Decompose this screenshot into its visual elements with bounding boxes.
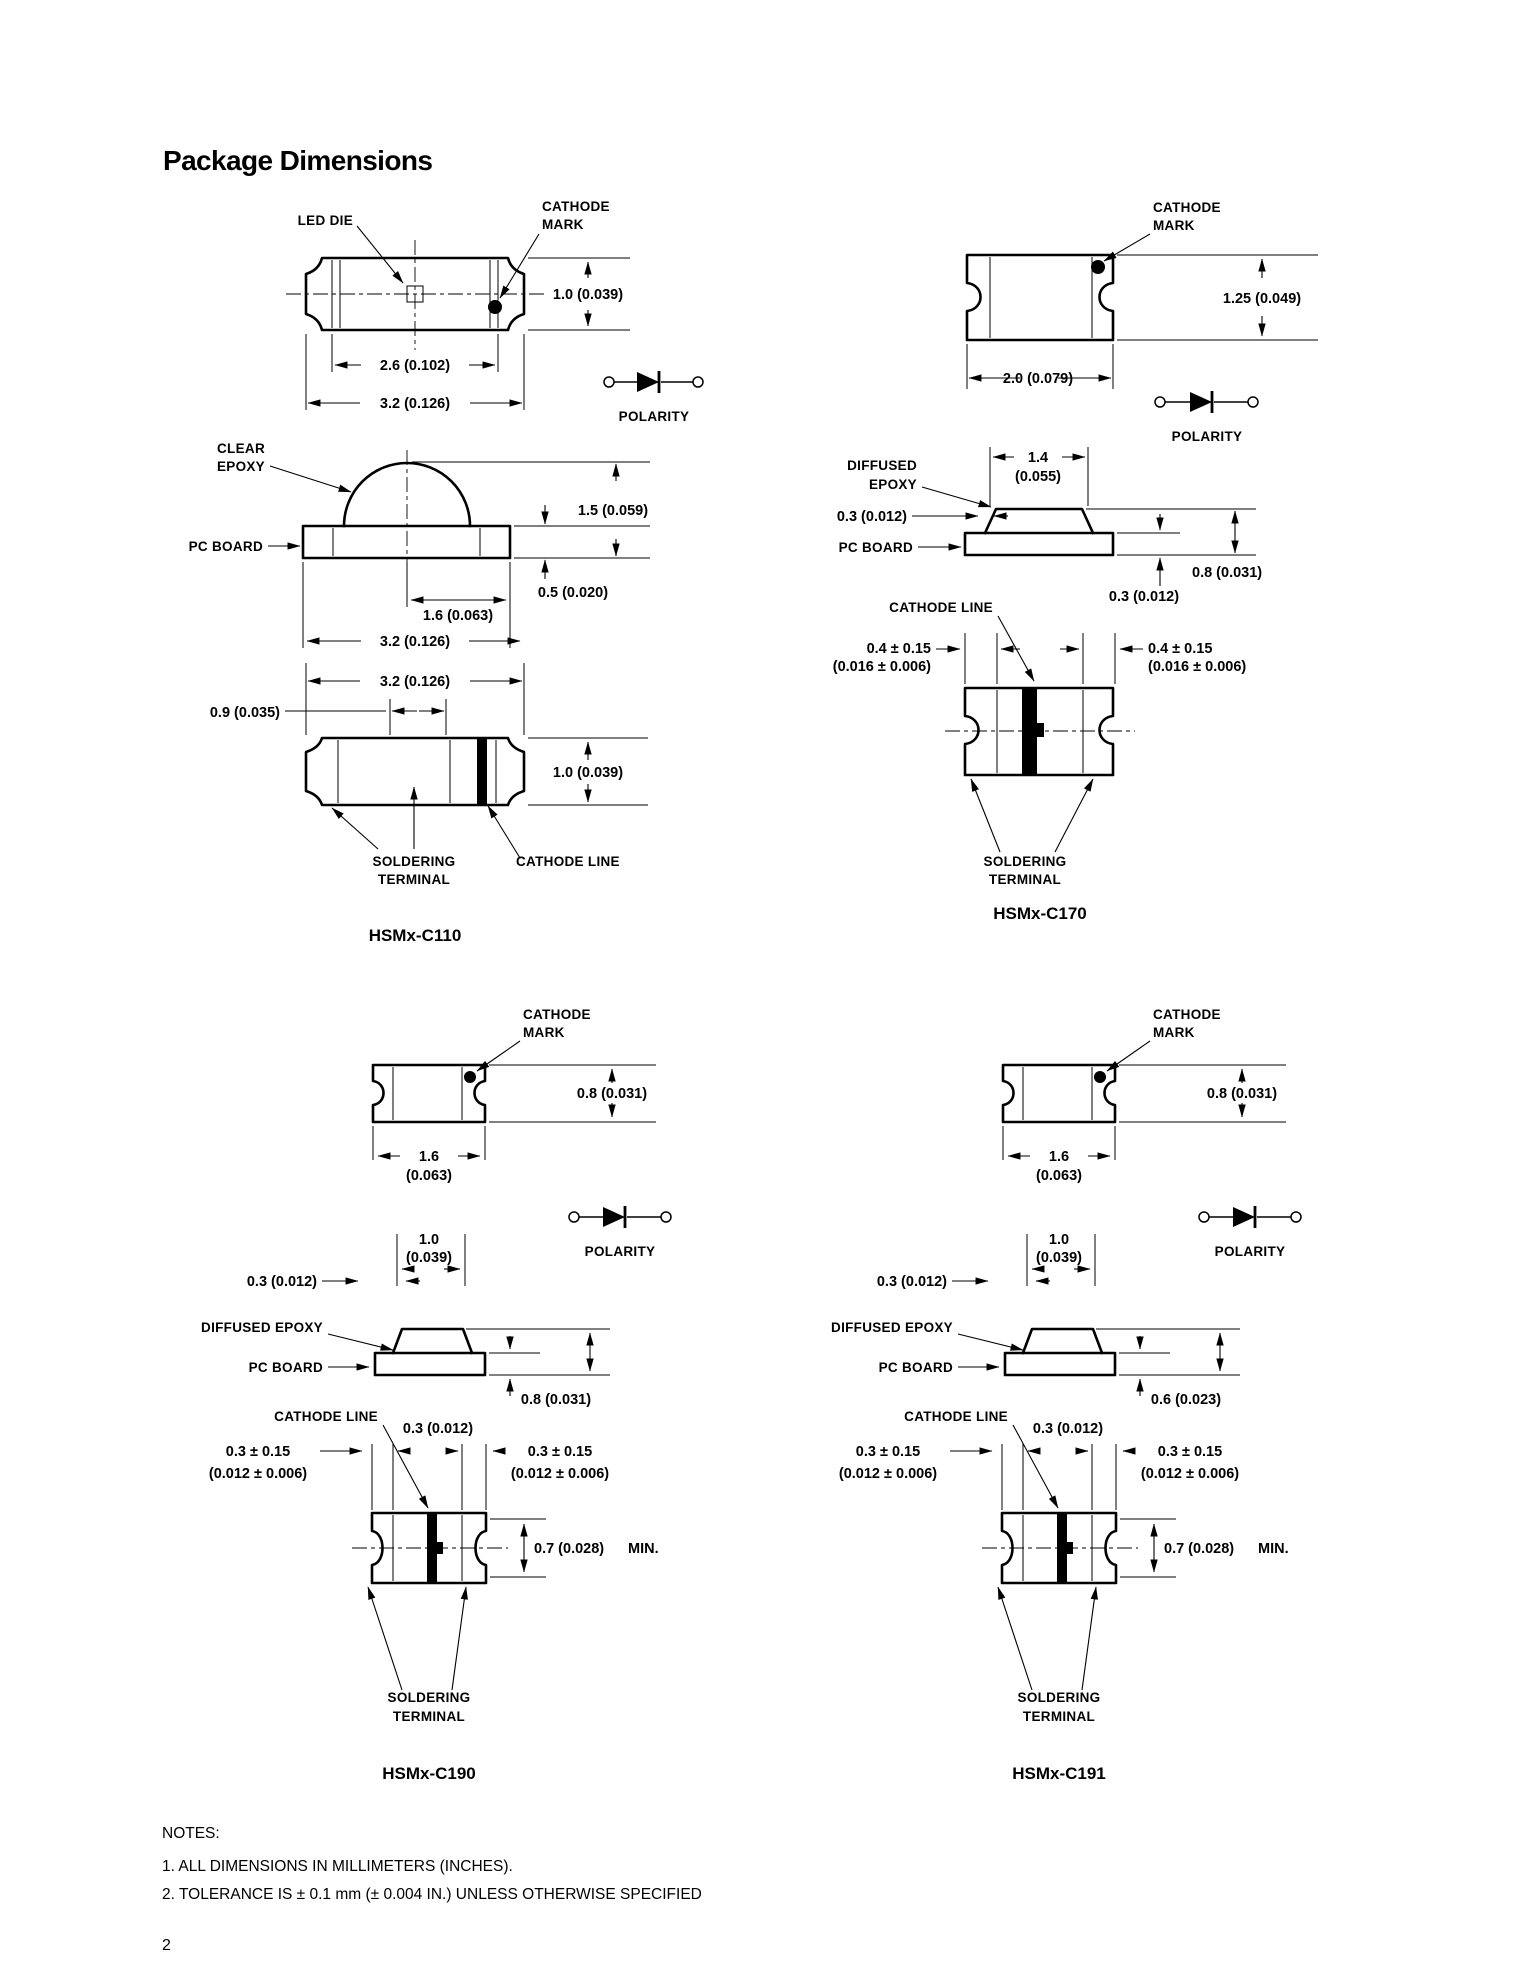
c170-dim-epoxy-mm: 1.4	[1027, 450, 1049, 466]
soldering-terminal-label: SOLDERING	[983, 854, 1067, 869]
c170-dim-width: 2.0 (0.079)	[1002, 371, 1074, 387]
c110-dim-body: 2.6 (0.102)	[379, 358, 451, 374]
c110-bottom-view	[210, 663, 648, 887]
soldering-terminal-label: TERMINAL	[377, 872, 451, 887]
c190-dim-epoxy-in: (0.039)	[406, 1250, 452, 1266]
c191-dim-total: 0.6 (0.023)	[1150, 1392, 1222, 1408]
polarity-label: POLARITY	[1214, 1244, 1286, 1259]
led-die-label: LED DIE	[297, 213, 353, 228]
clear-epoxy-label: CLEAR	[217, 441, 265, 456]
c190-dim-width-mm: 1.6	[418, 1149, 440, 1165]
cathode-line-bar	[477, 739, 487, 804]
soldering-terminal-label: SOLDERING	[387, 1690, 471, 1705]
c191-dim-epoxy-in: (0.039)	[1036, 1250, 1082, 1266]
cathode-mark-label: CATHODE	[542, 199, 610, 214]
c110-dim-terminal: 0.9 (0.035)	[209, 705, 280, 721]
c170-bottom-view	[833, 600, 1247, 887]
c110-dim-thickness: 1.0 (0.039)	[552, 765, 624, 781]
c190-dim-board: 0.3 (0.012)	[402, 1421, 474, 1437]
c190-dim-standoff: 0.7 (0.028)	[534, 1541, 605, 1557]
c170-top-view	[967, 200, 1318, 389]
c110-dim-height: 1.0 (0.039)	[552, 287, 624, 303]
cathode-mark-label: MARK	[523, 1025, 565, 1040]
c190-dim-terminal-mm: 0.3 ± 0.15	[527, 1444, 593, 1460]
c191-dim-terminal-mm: 0.3 ± 0.15	[855, 1444, 921, 1460]
cathode-mark-label: CATHODE	[523, 1007, 591, 1022]
c110-dim-half-width: 1.6 (0.063)	[422, 608, 494, 624]
diagram-hsmx-c190-geometry	[320, 1041, 671, 1690]
soldering-terminal-label: TERMINAL	[392, 1709, 466, 1724]
c170-dim-terminal-in: (0.016 ± 0.006)	[1148, 659, 1247, 675]
c170-dim-total: 0.8 (0.031)	[1192, 565, 1263, 581]
note-line: 1. ALL DIMENSIONS IN MILLIMETERS (INCHES).	[162, 1858, 513, 1875]
c191-dim-terminal-mm: 0.3 ± 0.15	[1157, 1444, 1223, 1460]
soldering-terminal-label: SOLDERING	[1017, 1690, 1101, 1705]
polarity-diode-icon	[604, 371, 703, 424]
c190-dim-terminal-in: (0.012 ± 0.006)	[510, 1466, 610, 1482]
page-number: 2	[162, 1937, 171, 1954]
note-line: 2. TOLERANCE IS ± 0.1 mm (± 0.004 IN.) UNLESS OTHERWISE SPECIFIED	[162, 1886, 702, 1903]
polarity-label: POLARITY	[618, 409, 690, 424]
part-name-hsmx-c191: HSMx-C191	[1012, 1764, 1106, 1783]
soldering-terminal-label: TERMINAL	[988, 872, 1062, 887]
c190-dim-width-in: (0.063)	[406, 1168, 452, 1184]
c190-dim-epoxy-mm: 1.0	[418, 1232, 440, 1248]
c191-dim-terminal-in: (0.012 ± 0.006)	[838, 1466, 938, 1482]
soldering-terminal-label: SOLDERING	[372, 854, 456, 869]
diffused-epoxy-label: DIFFUSED EPOXY	[201, 1320, 323, 1335]
page-title: Package Dimensions	[163, 145, 433, 176]
diffused-epoxy-label: EPOXY	[868, 477, 917, 492]
notes-heading: NOTES:	[162, 1825, 220, 1842]
diagram-hsmx-c170	[833, 200, 1318, 923]
min-label: MIN.	[1258, 1541, 1289, 1557]
cathode-line-label: CATHODE LINE	[516, 854, 620, 869]
c190-dim-terminal-in: (0.012 ± 0.006)	[208, 1466, 308, 1482]
polarity-label: POLARITY	[584, 1244, 656, 1259]
cathode-mark-dot	[488, 300, 502, 314]
c191-dim-board: 0.3 (0.012)	[1032, 1421, 1104, 1437]
cathode-mark-label: MARK	[1153, 1025, 1195, 1040]
polarity-diode-icon	[1155, 391, 1258, 444]
cathode-line-label: CATHODE LINE	[889, 600, 993, 615]
c191-dim-offset: 0.3 (0.012)	[876, 1274, 947, 1290]
pc-board-label: PC BOARD	[188, 539, 263, 554]
part-name-hsmx-c110: HSMx-C110	[368, 926, 462, 945]
polarity-label: POLARITY	[1171, 429, 1243, 444]
c191-dim-terminal-in: (0.012 ± 0.006)	[1140, 1466, 1240, 1482]
c170-dim-board: 0.3 (0.012)	[1108, 589, 1180, 605]
c170-side-view	[837, 447, 1262, 605]
part-name-hsmx-c190: HSMx-C190	[382, 1764, 476, 1783]
diagram-hsmx-c110	[189, 199, 703, 945]
c110-dim-board: 0.5 (0.020)	[537, 585, 609, 601]
clear-epoxy-label: EPOXY	[216, 459, 265, 474]
pc-board-label: PC BOARD	[248, 1360, 323, 1375]
c170-dim-offset: 0.3 (0.012)	[836, 509, 907, 525]
c110-dim-width: 3.2 (0.126)	[379, 674, 451, 690]
cathode-mark-label: CATHODE	[1153, 200, 1221, 215]
part-name-hsmx-c170: HSMx-C170	[993, 904, 1087, 923]
cathode-mark-label: MARK	[1153, 218, 1195, 233]
c110-dim-total-height: 1.5 (0.059)	[577, 503, 649, 519]
c110-top-view	[286, 199, 630, 412]
cathode-line-label: CATHODE LINE	[274, 1409, 378, 1424]
cathode-mark-label: MARK	[542, 217, 584, 232]
c191-dim-standoff: 0.7 (0.028)	[1164, 1541, 1235, 1557]
c170-dim-terminal-in: (0.016 ± 0.006)	[832, 659, 931, 675]
pc-board-label: PC BOARD	[838, 540, 913, 555]
cathode-line-label: CATHODE LINE	[904, 1409, 1008, 1424]
min-label: MIN.	[628, 1541, 659, 1557]
c190-dim-offset: 0.3 (0.012)	[246, 1274, 317, 1290]
diffused-epoxy-label: DIFFUSED EPOXY	[831, 1320, 953, 1335]
soldering-terminal-label: TERMINAL	[1022, 1709, 1096, 1724]
c110-dim-width: 3.2 (0.126)	[379, 634, 451, 650]
c170-dim-terminal-mm: 0.4 ± 0.15	[866, 641, 931, 657]
pc-board-label: PC BOARD	[878, 1360, 953, 1375]
c170-dim-height: 1.25 (0.049)	[1222, 291, 1302, 307]
diagram-hsmx-c191-text	[831, 1007, 1289, 1783]
c191-dim-height: 0.8 (0.031)	[1206, 1086, 1278, 1102]
notes-section	[162, 1825, 702, 1903]
c190-dim-total: 0.8 (0.031)	[520, 1392, 592, 1408]
c190-dim-terminal-mm: 0.3 ± 0.15	[225, 1444, 291, 1460]
c191-dim-epoxy-mm: 1.0	[1048, 1232, 1070, 1248]
c110-side-view	[189, 441, 650, 650]
c170-dim-epoxy-in: (0.055)	[1015, 469, 1061, 485]
c190-dim-height: 0.8 (0.031)	[576, 1086, 648, 1102]
diffused-epoxy-label: DIFFUSED	[847, 458, 917, 473]
diagram-hsmx-c191-geometry	[950, 1041, 1301, 1690]
c191-dim-width-mm: 1.6	[1048, 1149, 1070, 1165]
diagram-hsmx-c190-text	[201, 1007, 659, 1783]
cathode-line-bar	[1022, 688, 1037, 775]
c170-dim-terminal-mm: 0.4 ± 0.15	[1148, 641, 1213, 657]
c110-dim-width: 3.2 (0.126)	[379, 396, 451, 412]
cathode-mark-label: CATHODE	[1153, 1007, 1221, 1022]
c191-dim-width-in: (0.063)	[1036, 1168, 1082, 1184]
cathode-mark-dot	[1091, 260, 1105, 274]
